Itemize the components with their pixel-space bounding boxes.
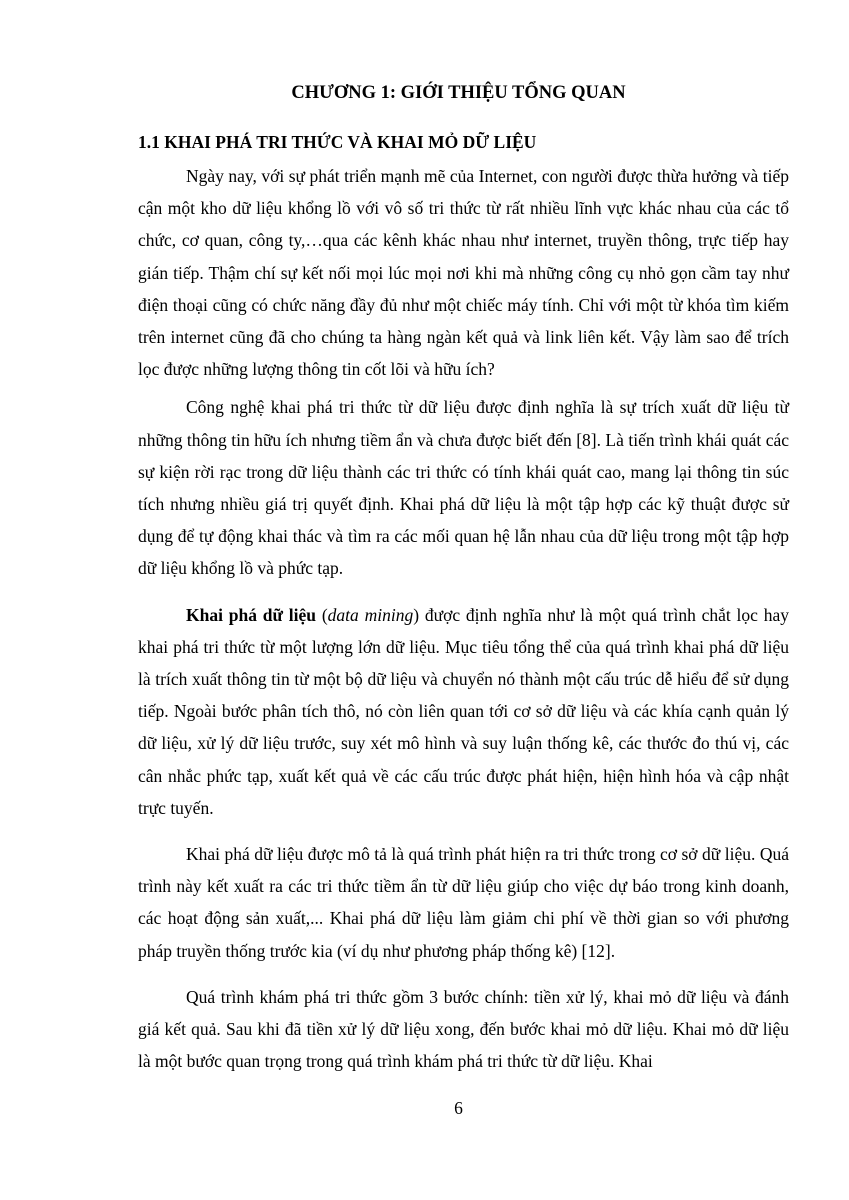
chapter-title: CHƯƠNG 1: GIỚI THIỆU TỔNG QUAN <box>291 83 626 103</box>
body-text <box>138 160 789 1091</box>
term-data-mining-en: data mining <box>327 604 414 625</box>
open-parenthesis: ( <box>316 604 328 625</box>
paragraph-3 <box>138 599 789 824</box>
paragraph-2: Công nghệ khai phá tri thức từ dữ liệu được định nghĩa là sự trích xuất dữ liệu từ những thông tin hữu ích nhưng tiềm ẩn và chưa được biết đến [8]. Là tiến trình khái quát các sự kiện rời rạc trong dữ liệu thành các tri thức có tính khái quát cao, mang lại thông tin súc tích nhưng nhiều giá trị quyết định. Khai phá dữ liệu là một tập hợp các kỹ thuật được sử dụng để tự động khai thác và tìm ra các mối quan hệ lẫn nhau của dữ liệu trong một tập hợp dữ liệu khổng lồ và phức tạp. <box>138 397 789 579</box>
paragraph-3-text: ) được định nghĩa như là một quá trình chắt lọc hay khai phá tri thức từ một lượng lớn dữ liệu. Mục tiêu tổng thể của quá trình khai phá dữ liệu là trích xuất thông tin từ một bộ dữ liệu và chuyển nó thành một cấu trúc dễ hiểu để sử dụng tiếp. Ngoài bước phân tích thô, nó còn liên quan tới cơ sở dữ liệu và các khía cạnh quản lý dữ liệu, xử lý dữ liệu trước, suy xét mô hình và suy luận thống kê, các thước đo thú vị, các cân nhắc phức tạp, xuất kết quả về các cấu trúc được phát hiện, hiện hình hóa và cập nhật trực tuyến. <box>138 604 790 818</box>
paragraph-1: Ngày nay, với sự phát triển mạnh mẽ của Internet, con người được thừa hưởng và tiếp cận một kho dữ liệu khổng lồ với vô số tri thức từ rất nhiều lĩnh vực khác nhau của các tổ chức, cơ quan, công ty,…qua các kênh khác nhau như internet, truyền thông, trực tiếp hay gián tiếp. Thậm chí sự kết nối mọi lúc mọi nơi khi mà những công cụ nhỏ gọn cầm tay như điện thoại cũng có chức năng đầy đủ như một chiếc máy tính. Chỉ với một từ khóa tìm kiếm trên internet cũng đã cho chúng ta hàng ngàn kết quả và link liên kết. Vậy làm sao để trích lọc được những lượng thông tin cốt lõi và hữu ích? <box>138 166 789 380</box>
paragraph-5: Quá trình khám phá tri thức gồm 3 bước chính: tiền xử lý, khai mỏ dữ liệu và đánh giá kết quả. Sau khi đã tiền xử lý dữ liệu xong, đến bước khai mỏ dữ liệu. Khai mỏ dữ liệu là một bước quan trọng trong quá trình khám phá tri thức từ dữ liệu. Khai <box>138 986 789 1072</box>
section-heading: 1.1 KHAI PHÁ TRI THỨC VÀ KHAI MỎ DỮ LIỆU <box>138 132 537 152</box>
term-data-mining-vi: Khai phá dữ liệu <box>186 604 317 625</box>
page-number: 6 <box>454 1098 463 1118</box>
paragraph-4: Khai phá dữ liệu được mô tả là quá trình phát hiện ra tri thức trong cơ sở dữ liệu. Quá trình này kết xuất ra các tri thức tiềm ẩn từ dữ liệu giúp cho việc dự báo trong kinh doanh, các hoạt động sản xuất,... Khai phá dữ liệu làm giảm chi phí về thời gian so với phương pháp truyền thống trước kia (ví dụ như phương pháp thống kê) [12]. <box>138 844 789 961</box>
